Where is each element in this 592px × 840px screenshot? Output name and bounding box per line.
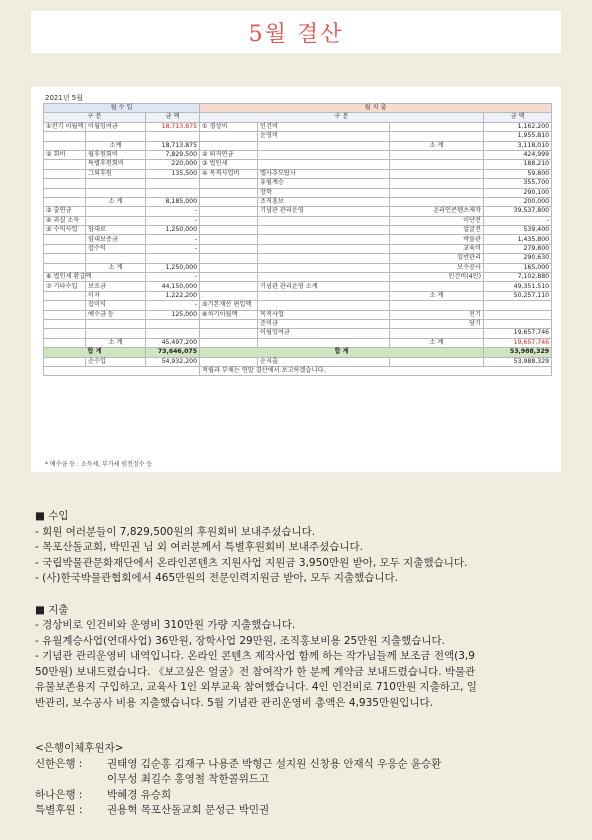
expense-subitem — [390, 122, 484, 131]
expense-item: 조직홍보 — [258, 197, 390, 206]
table-row — [44, 179, 552, 188]
expense-item — [258, 291, 390, 300]
income-category — [44, 310, 86, 319]
hana-donors — [35, 788, 565, 804]
table-row — [44, 319, 552, 328]
table-row — [44, 216, 552, 225]
expense-item: 운영비 — [258, 132, 390, 141]
table-row — [44, 273, 552, 282]
expense-amount: 165,000 — [484, 263, 552, 272]
income-category — [44, 291, 86, 300]
table-row — [44, 282, 552, 291]
expense-category — [200, 263, 258, 272]
table-row — [44, 207, 552, 216]
income-item: 잡수익 — [86, 244, 146, 253]
income-category — [44, 132, 86, 141]
income-item — [86, 319, 146, 328]
table-subheader-row — [44, 113, 552, 122]
income-item — [86, 329, 146, 338]
expense-amount: 1,162,200 — [484, 122, 552, 131]
income-item: 소 계 — [86, 197, 146, 206]
income-category — [44, 319, 86, 328]
expense-category: ④ 목적사업비 — [200, 169, 258, 178]
expense-subitem: 박물관 — [390, 235, 484, 244]
income-category — [44, 188, 86, 197]
expense-subitem: 온라인콘텐츠제작 — [390, 207, 484, 216]
expense-category — [200, 216, 258, 225]
expense-item: 목적사업 — [258, 310, 390, 319]
income-item: 이자 — [86, 291, 146, 300]
income-amount: 7,829,500 — [146, 150, 200, 159]
net-spacer — [44, 357, 86, 366]
page-title: 5월 결산 — [248, 21, 344, 47]
expense-subitem: 교육비 — [390, 244, 484, 253]
income-amount: 1,250,000 — [146, 263, 200, 272]
shinhan-label: 신한은행 : — [35, 757, 83, 770]
expense-subitem — [390, 282, 484, 291]
expense-item — [258, 338, 390, 347]
expense-line: 반관리, 보수공사 비용 지출했습니다. 5월 기념관 관리운영비 총액은 4,935만원입니다. — [35, 696, 434, 709]
income-amount: - — [146, 216, 200, 225]
expense-category: ⑥차기이월액 — [200, 310, 258, 319]
expense-category — [200, 226, 258, 235]
expense-category: ① 경상비 — [200, 122, 258, 131]
income-category: ⑤ 수익사업 — [44, 226, 86, 235]
income-category — [44, 160, 86, 169]
net-spacer — [200, 357, 258, 366]
total-row — [44, 348, 552, 357]
income-line: - 회원 여러분들이 7,829,500원의 후원회비 보내주셨습니다. — [35, 525, 316, 538]
expense-subitem — [390, 150, 484, 159]
expense-item — [258, 301, 390, 310]
income-category — [44, 179, 86, 188]
expense-item: 기념관 관리운영 — [258, 207, 390, 216]
expense-category: ② 퇴직연금 — [200, 150, 258, 159]
table-row — [44, 263, 552, 272]
shinhan-names-cont: 이무성 최길수 홍영철 착한콜위드고 — [107, 773, 270, 785]
table-header-row — [44, 104, 552, 113]
expense-subitem: 얼굴전 — [390, 226, 484, 235]
income-item: 소 계 — [86, 263, 146, 272]
expense-heading: ■ 지출 — [35, 603, 69, 616]
income-heading: ■ 수입 — [35, 510, 69, 522]
income-category: ④ 과실 소득 — [44, 216, 86, 225]
expense-subitem — [390, 179, 484, 188]
expense-line: 유물보존용지 구입하고, 교육사 1인 외부교육 참여했습니다. 4인 인건비로 710만원 지출하고, 일 — [35, 681, 477, 693]
expense-item — [258, 244, 390, 253]
table-row — [44, 254, 552, 263]
income-item — [86, 132, 146, 141]
income-item: 보조금 — [86, 282, 146, 291]
expense-item — [258, 273, 390, 282]
expense-amount: - — [484, 216, 552, 225]
expense-amount: 290,630 — [484, 254, 552, 263]
expense-item — [258, 216, 390, 225]
expense-category — [200, 207, 258, 216]
income-amount — [146, 254, 200, 263]
expense-amount — [484, 301, 552, 310]
income-amount: 8,185,000 — [146, 197, 200, 206]
income-category: ①전기 이월액 — [44, 122, 86, 131]
expense-amount: 19,657,746 — [484, 338, 552, 347]
expense-item: 준비금 — [258, 319, 390, 328]
expense-item — [258, 263, 390, 272]
expense-category — [200, 329, 258, 338]
income-item — [86, 254, 146, 263]
income-line: - (사)한국박물관협회에서 465만원의 전문인력지원금 받아, 모두 지출했습니다. — [35, 572, 399, 584]
note-spacer — [44, 366, 200, 375]
expense-item — [258, 150, 390, 159]
expense-amount: 188,210 — [484, 160, 552, 169]
expense-amount: 1,955,810 — [484, 132, 552, 141]
expense-category — [200, 244, 258, 253]
expense-category — [200, 197, 258, 206]
title-banner — [31, 11, 561, 53]
table-row — [44, 122, 552, 131]
net-expense-amount: 53,988,329 — [484, 357, 552, 366]
expense-col-amount: 금 액 — [484, 113, 552, 122]
expense-header: 월 지 출 — [200, 104, 552, 113]
income-item: 임대보증금 — [86, 235, 146, 244]
income-header: 월 수 입 — [44, 104, 200, 113]
net-income-amount: 54,932,200 — [146, 357, 200, 366]
income-amount — [146, 188, 200, 197]
expense-amount — [484, 319, 552, 328]
income-item — [86, 216, 146, 225]
income-total-amount: 73,646,075 — [146, 348, 200, 357]
expense-category — [200, 179, 258, 188]
income-category — [44, 169, 86, 178]
settlement-table — [43, 103, 552, 376]
expense-item — [258, 235, 390, 244]
expense-item — [258, 141, 390, 150]
hana-label: 하나은행 : — [35, 788, 83, 801]
table-row — [44, 197, 552, 206]
table-row — [44, 150, 552, 159]
special-donors — [35, 803, 565, 819]
expense-subitem: 당기 — [390, 319, 484, 328]
income-item — [86, 188, 146, 197]
sheet-period: 2021년 5월 — [45, 94, 84, 102]
expense-item — [258, 226, 390, 235]
expense-line: 50만원) 보내드렸습니다. 《보고싶은 얼굴》전 참여작가 한 분께 계약금 보내드렸습니다. 박물관 — [35, 665, 476, 678]
shinhan-donors — [35, 757, 565, 773]
income-item — [86, 207, 146, 216]
expense-amount: 3,118,010 — [484, 141, 552, 150]
income-category — [44, 254, 86, 263]
income-amount: 1,250,000 — [146, 226, 200, 235]
expense-item: 인건비 — [258, 122, 390, 131]
table-row — [44, 160, 552, 169]
expense-total-label: 합 계 — [200, 348, 484, 357]
expense-amount: 39,537,800 — [484, 207, 552, 216]
expense-subitem — [390, 160, 484, 169]
report-note: 적립과 부채는 연말 결산에서 보고하겠습니다. — [200, 366, 552, 375]
special-label: 특별후원 : — [35, 804, 83, 816]
income-amount: - — [146, 301, 200, 310]
income-category: ② 회비 — [44, 150, 86, 159]
income-col-item: 구 분 — [44, 113, 146, 122]
table-row — [44, 226, 552, 235]
expense-category — [200, 282, 258, 291]
table-row — [44, 188, 552, 197]
expense-category — [200, 273, 258, 282]
income-amount: 45,497,200 — [146, 338, 200, 347]
income-amount: - — [146, 235, 200, 244]
expense-item: 이월잉여금 — [258, 329, 390, 338]
income-amount: - — [146, 207, 200, 216]
income-amount — [146, 132, 200, 141]
expense-item: 장학 — [258, 188, 390, 197]
expense-amount: 424,999 — [484, 150, 552, 159]
sheet-footnote: * 예수금 등 : 소득세, 부가세 원천징수 등 — [45, 461, 153, 468]
table-row — [44, 244, 552, 253]
expense-total-amount: 53,988,329 — [484, 348, 552, 357]
expense-category: ③ 법인세 — [200, 160, 258, 169]
table-row — [44, 235, 552, 244]
notes-section — [35, 509, 565, 819]
expense-item — [258, 254, 390, 263]
income-category — [44, 235, 86, 244]
income-amount: 1,222,200 — [146, 291, 200, 300]
income-category: ⑦ 기타수입 — [44, 282, 86, 291]
expense-category: ⑤기본재산 편입액 — [200, 301, 258, 310]
expense-category — [200, 291, 258, 300]
income-category — [44, 244, 86, 253]
expense-category — [200, 141, 258, 150]
expense-col-item: 구 분 — [200, 113, 484, 122]
income-amount: 18,713,875 — [146, 122, 200, 131]
income-item: 소 계 — [86, 338, 146, 347]
shinhan-names: 권태영 김순홍 김재구 나용준 박형근 설지원 신창용 안재식 우응순 윤승환 — [107, 757, 442, 770]
income-item — [86, 179, 146, 188]
expense-category — [200, 132, 258, 141]
income-item: 이월잉여금 — [86, 122, 146, 131]
net-row — [44, 357, 552, 366]
income-item — [86, 273, 146, 282]
table-row — [44, 301, 552, 310]
expense-amount: 355,700 — [484, 179, 552, 188]
income-col-amount: 금 액 — [146, 113, 200, 122]
expense-amount: 1,435,800 — [484, 235, 552, 244]
income-amount: 18,713,875 — [146, 141, 200, 150]
expense-subitem: 소 계 — [390, 338, 484, 347]
expense-category — [200, 188, 258, 197]
expense-category — [200, 254, 258, 263]
income-amount: 135,500 — [146, 169, 200, 178]
expense-subitem: 보수공사 — [390, 263, 484, 272]
income-item: 그외후원 — [86, 169, 146, 178]
income-category: ③ 출연금 — [44, 207, 86, 216]
expense-item: 기념관 관리운영 소계 — [258, 282, 390, 291]
income-total-label: 합 계 — [44, 348, 146, 357]
expense-amount: 50,257,110 — [484, 291, 552, 300]
expense-amount — [484, 310, 552, 319]
expense-subitem — [390, 169, 484, 178]
income-line: - 국립박물관문화재단에서 온라인콘텐츠 지원사업 지원금 3,950만원 받아, 모두 지출했습니다. — [35, 556, 468, 569]
income-line: - 목포산돌교회, 박민권 님 외 여러분께서 특별후원회비 보내주셨습니다. — [35, 541, 363, 553]
table-row — [44, 141, 552, 150]
income-category — [44, 329, 86, 338]
expense-category — [200, 338, 258, 347]
table-row — [44, 338, 552, 347]
table-row — [44, 169, 552, 178]
income-amount — [146, 329, 200, 338]
expense-amount: 59,800 — [484, 169, 552, 178]
expense-amount: 49,351,510 — [484, 282, 552, 291]
special-names: 권용혁 목포산돌교회 문성근 박민권 — [107, 804, 270, 816]
income-amount: 220,000 — [146, 160, 200, 169]
expense-amount: 200,000 — [484, 197, 552, 206]
expense-subitem — [390, 329, 484, 338]
income-item: 소계 — [86, 141, 146, 150]
expense-subitem: 인건비(4인) — [390, 273, 484, 282]
report-note-row — [44, 366, 552, 375]
expense-amount: 7,102,880 — [484, 273, 552, 282]
expense-item: 옐사추모탑사 — [258, 169, 390, 178]
income-amount: 44,150,000 — [146, 282, 200, 291]
table-row — [44, 329, 552, 338]
expense-subitem: 일반관리 — [390, 254, 484, 263]
table-row — [44, 291, 552, 300]
donors-heading: <은행이체후원자> — [35, 742, 124, 754]
expense-subitem: 소 계 — [390, 141, 484, 150]
settlement-sheet — [31, 87, 561, 472]
table-row — [44, 132, 552, 141]
expense-amount: 539,400 — [484, 226, 552, 235]
income-item: 예수금 등 — [86, 310, 146, 319]
expense-item: 유월계승 — [258, 179, 390, 188]
expense-subitem — [390, 197, 484, 206]
expense-subitem — [390, 132, 484, 141]
expense-category — [200, 235, 258, 244]
income-amount — [146, 179, 200, 188]
income-category — [44, 141, 86, 150]
income-item: 특별후원회비 — [86, 160, 146, 169]
expense-subitem — [390, 301, 484, 310]
expense-line: - 경상비로 인건비와 운영비 310만원 가량 지출했습니다. — [35, 619, 296, 631]
income-category: ⑥ 법인세 환급액 — [44, 273, 86, 282]
income-category — [44, 301, 86, 310]
expense-category — [200, 319, 258, 328]
income-amount: - — [146, 273, 200, 282]
net-spacer — [390, 357, 484, 366]
expense-amount: 279,800 — [484, 244, 552, 253]
expense-line: - 유월계승사업(연대사업) 36만원, 장학사업 29만원, 조직홍보비용 25만원 지출했습니다. — [35, 634, 446, 647]
income-item: 잡이익 — [86, 301, 146, 310]
expense-subitem: 소 계 — [390, 291, 484, 300]
income-amount: 125,000 — [146, 310, 200, 319]
expense-item — [258, 160, 390, 169]
net-income-label: 순수입 — [86, 357, 146, 366]
net-expense-label: 순지출 — [258, 357, 390, 366]
hana-names: 박혜경 유승희 — [107, 788, 172, 801]
income-item: 임대료 — [86, 226, 146, 235]
expense-amount: 290,100 — [484, 188, 552, 197]
income-category — [44, 197, 86, 206]
expense-subitem: 이단전 — [390, 216, 484, 225]
table-row — [44, 310, 552, 319]
income-amount — [146, 319, 200, 328]
income-amount: - — [146, 244, 200, 253]
income-category — [44, 263, 86, 272]
expense-line: - 기념관 관리운영비 내역입니다. 온라인 콘텐츠 제작사업 함께 하는 작가님들께 보조금 전액(3,9 — [35, 650, 475, 662]
expense-subitem — [390, 188, 484, 197]
income-category — [44, 338, 86, 347]
expense-subitem: 전기 — [390, 310, 484, 319]
expense-amount: 19,657,746 — [484, 329, 552, 338]
income-item: 월후원회비 — [86, 150, 146, 159]
